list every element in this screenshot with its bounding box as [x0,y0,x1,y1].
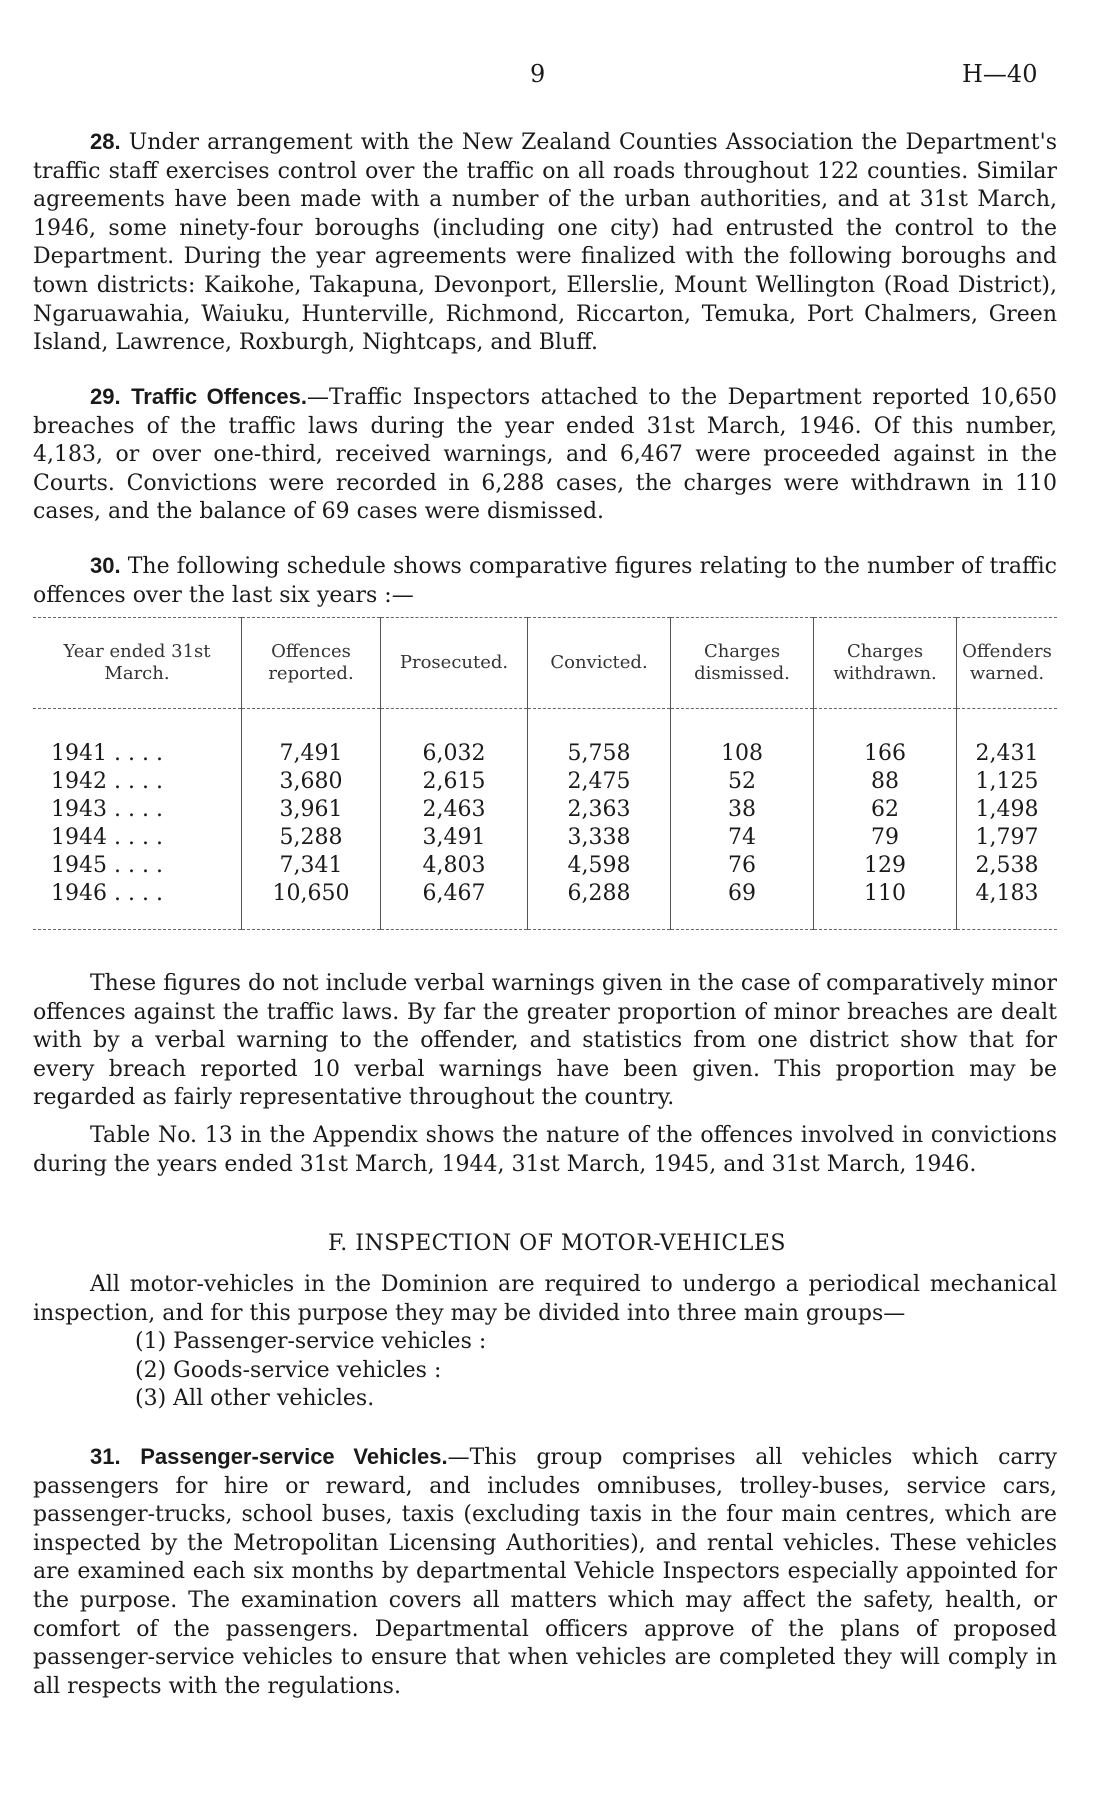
table-cell: 108 [671,739,814,767]
table-cell: 4,803 [381,851,528,879]
table-row [33,795,1057,823]
table-cell: 10,650 [242,879,381,907]
table-row [33,823,1057,851]
table-header-row [33,618,1057,709]
column-header-withdrawn: Charges withdrawn. [814,618,957,709]
paragraph-number: 29. [90,384,121,409]
table-cell: 110 [814,879,957,907]
table-cell: 38 [671,795,814,823]
list-item: (2) Goods-service vehicles : [135,1357,442,1383]
table-cell: 1942 . . . . [51,768,163,794]
table-cell: 76 [671,851,814,879]
table-cell: 3,491 [381,823,528,851]
column-header-dismissed: Charges dismissed. [671,618,814,709]
paragraph-inspection-intro: All motor-vehicles in the Dominion are required to undergo a periodical mechanical inspection, and for this purpose they may be divided into three main groups— [33,1272,1057,1326]
page-number: 9 [530,60,546,88]
paragraph-text: —Traffic Inspectors attached to the Department reported 10,650 breaches of the traffic laws during the year ended 31st March, 1946. Of this number, 4,183, or over one-third, received warnings, and 6,467 were proceeded against in the Courts. Convictions were recorded in 6,288 cases, the charges were withdrawn in 110 cases, and the balance of 69 cases were dismissed. [33,385,1057,525]
paragraph-text: The following schedule shows comparative figures relating to the number of traffic offences over the last six years :— [33,554,1057,608]
table-cell: 74 [671,823,814,851]
table-cell: 166 [814,739,957,767]
offences-schedule-table [33,617,1057,930]
paragraph-number: 31. [90,1444,121,1469]
table-cell: 7,491 [242,739,381,767]
table-cell: 3,338 [528,823,671,851]
column-header-warned: Offenders warned. [957,618,1058,709]
table-cell: 6,467 [381,879,528,907]
table-cell: 2,463 [381,795,528,823]
column-header-convicted: Convicted. [528,618,671,709]
paragraph-31 [33,1443,1057,1701]
table-cell: 62 [814,795,957,823]
table-cell: 1945 . . . . [51,852,163,878]
table-cell: 1,125 [957,767,1058,795]
paragraph-table-13: Table No. 13 in the Appendix shows the nature of the offences involved in convictions during the years ended 31st March, 1944, 31st March, 1945, and 31st March, 1946. [33,1123,1057,1177]
paragraph-heading: Traffic Offences. [131,384,307,409]
table-cell: 1946 . . . . [51,880,163,906]
table-cell: 1,498 [957,795,1058,823]
vehicle-groups-list [135,1328,486,1414]
table-cell: 1943 . . . . [51,796,163,822]
paragraph-30 [33,552,1057,610]
paragraph-text: —This group comprises all vehicles which carry passengers for hire or reward, and includes omnibuses, trolley-buses, service cars, passenger-trucks, school buses, taxis (excluding taxis in the four main centres, which are inspected by the Metropolitan Licensing Authorities), and rental vehicles. These vehicles are examined each six months by departmental Vehicle Inspectors especially appointed for the purpose. The examination covers all matters which may affect the safety, health, or comfort of the passengers. Departmental officers approve of the plans of proposed passenger-service vehicles to ensure that when vehicles are completed they will comply in all respects with the regulations. [33,1445,1057,1699]
table-row [33,767,1057,795]
table-cell: 4,183 [957,879,1058,907]
table-cell: 1944 . . . . [51,824,163,850]
table-cell: 5,758 [528,739,671,767]
table-cell: 88 [814,767,957,795]
paragraph-figures-note: These figures do not include verbal warnings given in the case of comparatively minor offences against the traffic laws. By far the greater proportion of minor breaches are dealt with by a verbal warning to the offender, and statistics from one district show that for every breach reported 10 verbal warnings have been given. This proportion may be regarded as fairly representative throughout the country. [33,971,1057,1111]
table-cell: 1941 . . . . [51,740,163,766]
paragraph-28 [33,128,1057,358]
paragraph-number: 28. [90,129,121,154]
column-header-offences: Offences reported. [242,618,381,709]
table-cell: 4,598 [528,851,671,879]
table-cell: 69 [671,879,814,907]
paragraph-heading: Passenger-service Vehicles. [140,1444,448,1469]
table-cell: 2,538 [957,851,1058,879]
table-row [33,739,1057,767]
paragraph-number: 30. [90,553,121,578]
column-header-year: Year ended 31st March. [33,618,242,709]
list-item: (1) Passenger-service vehicles : [135,1329,487,1354]
table-row [33,851,1057,879]
table-cell: 3,961 [242,795,381,823]
table-cell: 3,680 [242,767,381,795]
column-header-prosecuted: Prosecuted. [381,618,528,709]
report-reference: H—40 [962,60,1038,88]
paragraph-29 [33,383,1057,527]
table-cell: 7,341 [242,851,381,879]
table-cell: 5,288 [242,823,381,851]
table-cell: 2,615 [381,767,528,795]
table-cell: 1,797 [957,823,1058,851]
table-cell: 129 [814,851,957,879]
paragraph-text: Under arrangement with the New Zealand Counties Association the Department's traffic staff exercises control over the traffic on all roads throughout 122 counties. Similar agreements have been made with a number of the urban authorities, and at 31st March, 1946, some ninety-four boroughs (including one city) had entrusted the control to the Department. During the year agreements were finalized with the following boroughs and town districts: Kaikohe, Takapuna, Devonport, Ellerslie, Mount Wellington (Road District), Ngaruawahia, Waiuku, Hunterville, Richmond, Riccarton, Temuka, Port Chalmers, Green Island, Lawrence, Roxburgh, Nightcaps, and Bluff. [33,130,1057,356]
table-cell: 6,032 [381,739,528,767]
list-item: (3) All other vehicles. [135,1386,375,1412]
table-cell: 2,431 [957,739,1058,767]
section-heading-f: F. INSPECTION OF MOTOR-VEHICLES [327,1231,787,1256]
table-cell: 6,288 [528,879,671,907]
table-row [33,879,1057,907]
table-cell: 2,363 [528,795,671,823]
table-cell: 2,475 [528,767,671,795]
table-cell: 79 [814,823,957,851]
table-cell: 52 [671,767,814,795]
